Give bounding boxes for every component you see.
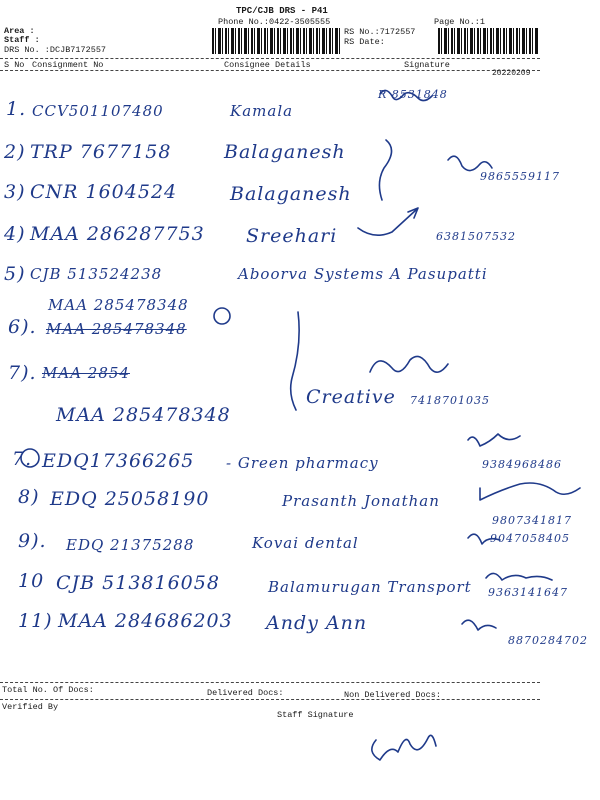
- staff-signature-label: Staff Signature: [277, 710, 354, 720]
- circled-number-2: [21, 449, 39, 467]
- total-docs-label: Total No. Of Docs:: [2, 685, 94, 695]
- entry-number: 1.: [6, 98, 27, 120]
- arrow-row-4: [358, 208, 418, 235]
- phone-number: Phone No.:0422-3505555: [218, 17, 331, 27]
- col-sno: S No: [4, 60, 25, 70]
- consignee-name: Balamurugan Transport: [268, 578, 472, 596]
- col-signature: Signature: [404, 60, 450, 70]
- entry-number: 7).: [8, 362, 37, 384]
- manifest-title: TPC/CJB DRS - P41: [236, 6, 328, 16]
- entry-number: 2): [4, 141, 26, 163]
- signature-text: 9047058405: [490, 532, 570, 545]
- entry-number: 7.: [12, 448, 33, 470]
- signature-row-10: [468, 534, 500, 544]
- signature-row-8: [468, 434, 520, 446]
- consignment-number: CNR 1604524: [30, 181, 178, 203]
- signature-row-7b: [370, 356, 448, 372]
- consignee-name: Andy Ann: [266, 612, 368, 634]
- consignee-name: Balaganesh: [224, 141, 346, 163]
- consignee-name: Creative: [306, 386, 396, 408]
- col-consignee: Consignee Details: [224, 60, 311, 70]
- consignee-name: Sreehari: [246, 225, 338, 247]
- staff-label: Staff :: [4, 35, 40, 45]
- consignment-number: CCV501107480: [32, 102, 164, 120]
- signature-row-9: [480, 483, 580, 500]
- entry-number: 11): [18, 610, 53, 632]
- verified-by-label: Verified By: [2, 702, 59, 712]
- signature-row-11: [486, 573, 552, 580]
- consignment-number: EDQ17366265: [42, 450, 195, 472]
- staff-signature: [372, 735, 436, 760]
- consignment-number: CJB 513524238: [30, 265, 163, 283]
- drs-number: DRS No. :DCJB7172557: [4, 45, 107, 55]
- non-delivered-docs-label: Non Delivered Docs:: [344, 690, 441, 700]
- consignee-name: Prasanth Jonathan: [282, 492, 440, 510]
- signature-text: 9363141647: [488, 586, 568, 599]
- consignment-correction: MAA 285478348: [48, 296, 189, 314]
- signature-text: 8870284702: [508, 634, 588, 647]
- signature-text: 6381507532: [436, 230, 516, 243]
- area-label: Area :: [4, 26, 35, 36]
- run-date: 20220209: [492, 69, 531, 78]
- entry-number: 8): [18, 486, 40, 508]
- bracket-rows-6-8: [291, 312, 299, 410]
- consignee-name: Kamala: [230, 102, 294, 120]
- signature-row-12: [462, 620, 496, 630]
- rs-date: RS Date:: [344, 37, 385, 47]
- col-consignment: Consignment No: [32, 60, 104, 70]
- consignment-number: MAA 284686203: [58, 610, 233, 632]
- footer-divider: [0, 682, 540, 683]
- signature-text: 9807341817: [492, 514, 572, 527]
- signature-text: R 8531848: [378, 88, 448, 101]
- consignee-name: - Green pharmacy: [226, 454, 379, 472]
- signature-row-3: [448, 156, 492, 170]
- entry-number: 9).: [18, 530, 47, 552]
- entry-number: 6).: [8, 316, 37, 338]
- page-number: Page No.:1: [434, 17, 486, 27]
- struck-consignment: MAA 2854: [42, 364, 130, 382]
- entry-number: 5): [4, 263, 26, 285]
- footer-divider-2: [0, 699, 540, 700]
- consignment-number: TRP 7677158: [30, 141, 172, 163]
- consignee-name: Balaganesh: [230, 183, 352, 205]
- entry-number: 3): [4, 181, 26, 203]
- delivered-docs-label: Delivered Docs:: [207, 688, 284, 698]
- consignment-number: EDQ 25058190: [50, 488, 210, 510]
- signature-text: 9865559117: [480, 170, 560, 183]
- consignment-number: CJB 513816058: [56, 572, 220, 594]
- signature-text: 7418701035: [410, 394, 490, 407]
- entry-number: 4): [4, 223, 26, 245]
- consignment-number: MAA 285478348: [56, 404, 231, 426]
- signature-row-1: [380, 90, 432, 100]
- entry-number: 10: [18, 570, 45, 592]
- consignee-name: Kovai dental: [252, 534, 359, 552]
- circled-number: [214, 308, 230, 324]
- bracket-rows-2-3: [379, 140, 391, 200]
- rs-number: RS No.:7172557: [344, 27, 416, 37]
- signature-text: 9384968486: [482, 458, 562, 471]
- consignment-number: MAA 286287753: [30, 223, 205, 245]
- consignment-number: EDQ 21375288: [66, 536, 195, 554]
- consignee-name: Aboorva Systems A Pasupatti: [238, 265, 488, 283]
- struck-consignment: MAA 285478348: [46, 320, 187, 338]
